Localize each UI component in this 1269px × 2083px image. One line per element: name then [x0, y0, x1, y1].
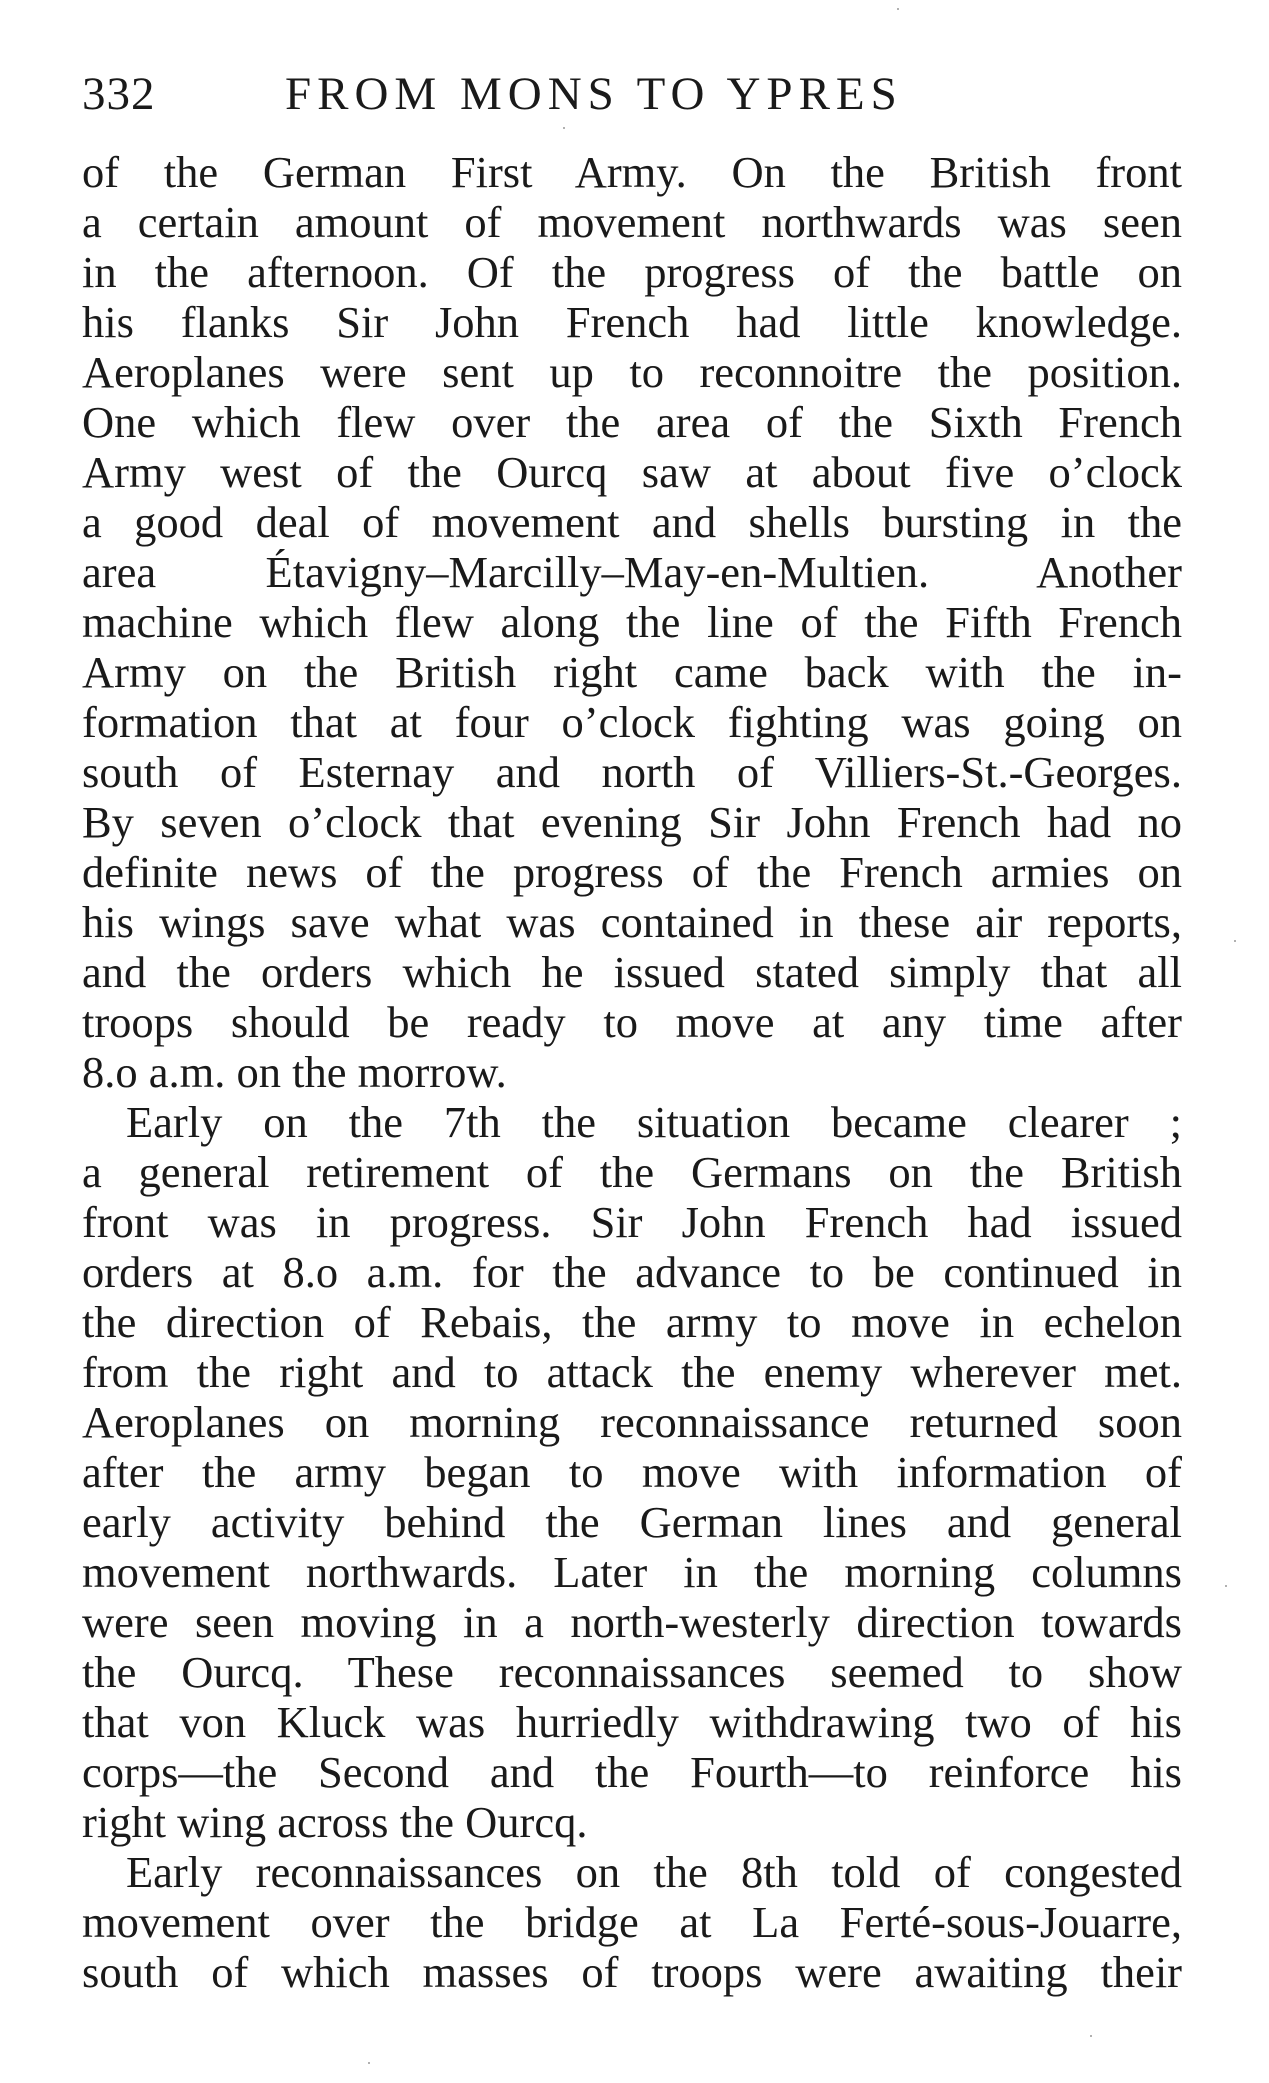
text-line: were seen moving in a north-westerly direction towards: [82, 1597, 1182, 1647]
text-line: movement over the bridge at La Ferté-sous-Jouarre,: [82, 1897, 1182, 1947]
text-line: the Ourcq. These reconnaissances seemed to show: [82, 1647, 1182, 1697]
text-line: Aeroplanes on morning reconnaissance returned soon: [82, 1397, 1182, 1447]
text-line: his wings save what was contained in these air reports,: [82, 897, 1182, 947]
text-line: in the afternoon. Of the progress of the battle on: [82, 247, 1182, 297]
paragraph-start-line: Early reconnaissances on the 8th told of congested: [126, 1847, 1182, 1897]
scan-speck: [1234, 940, 1236, 942]
text-line: and the orders which he issued stated simply that all: [82, 947, 1182, 997]
text-line: machine which flew along the line of the Fifth French: [82, 597, 1182, 647]
body-text: [82, 147, 1182, 1997]
scan-speck: [368, 2062, 370, 2064]
text-line: his flanks Sir John French had little knowledge.: [82, 297, 1182, 347]
text-line: from the right and to attack the enemy wherever met.: [82, 1347, 1182, 1397]
text-line: a general retirement of the Germans on the British: [82, 1147, 1182, 1197]
text-line: Aeroplanes were sent up to reconnoitre the position.: [82, 347, 1182, 397]
running-title: FROM MONS TO YPRES: [285, 68, 903, 120]
text-line: of the German First Army. On the British front: [82, 147, 1182, 197]
text-line: formation that at four o’clock fighting was going on: [82, 697, 1182, 747]
paragraph-start-line: Early on the 7th the situation became clearer ;: [126, 1097, 1182, 1147]
running-head: [82, 64, 1182, 124]
text-line: movement northwards. Later in the morning columns: [82, 1547, 1182, 1597]
text-line: front was in progress. Sir John French had issued: [82, 1197, 1182, 1247]
text-line: a certain amount of movement northwards was seen: [82, 197, 1182, 247]
text-line: Army on the British right came back with the in-: [82, 647, 1182, 697]
text-line: that von Kluck was hurriedly withdrawing two of his: [82, 1697, 1182, 1747]
text-line: troops should be ready to move at any time after: [82, 997, 1182, 1047]
scan-speck: [1090, 2035, 1092, 2037]
text-line: south of Esternay and north of Villiers-St.-Georges.: [82, 747, 1182, 797]
text-line: the direction of Rebais, the army to move in echelon: [82, 1297, 1182, 1347]
text-line: orders at 8.o a.m. for the advance to be continued in: [82, 1247, 1182, 1297]
text-line: early activity behind the German lines and general: [82, 1497, 1182, 1547]
text-line: One which flew over the area of the Sixth French: [82, 397, 1182, 447]
text-line: Army west of the Ourcq saw at about five o’clock: [82, 447, 1182, 497]
text-line: By seven o’clock that evening Sir John French had no: [82, 797, 1182, 847]
text-line: area Étavigny–Marcilly–May-en-Multien. Another: [82, 547, 1182, 597]
text-line: a good deal of movement and shells bursting in the: [82, 497, 1182, 547]
text-line: after the army began to move with information of: [82, 1447, 1182, 1497]
paragraph-end-line: right wing across the Ourcq.: [82, 1797, 588, 1847]
paragraph-end-line: 8.o a.m. on the morrow.: [82, 1047, 507, 1097]
text-line: corps—the Second and the Fourth—to reinforce his: [82, 1747, 1182, 1797]
text-line: south of which masses of troops were awaiting their: [82, 1947, 1182, 1997]
scan-speck: [1225, 1585, 1227, 1587]
page-number: 332: [82, 68, 156, 120]
scan-speck: [563, 127, 565, 129]
scan-speck: [897, 8, 899, 10]
text-line: definite news of the progress of the French armies on: [82, 847, 1182, 897]
